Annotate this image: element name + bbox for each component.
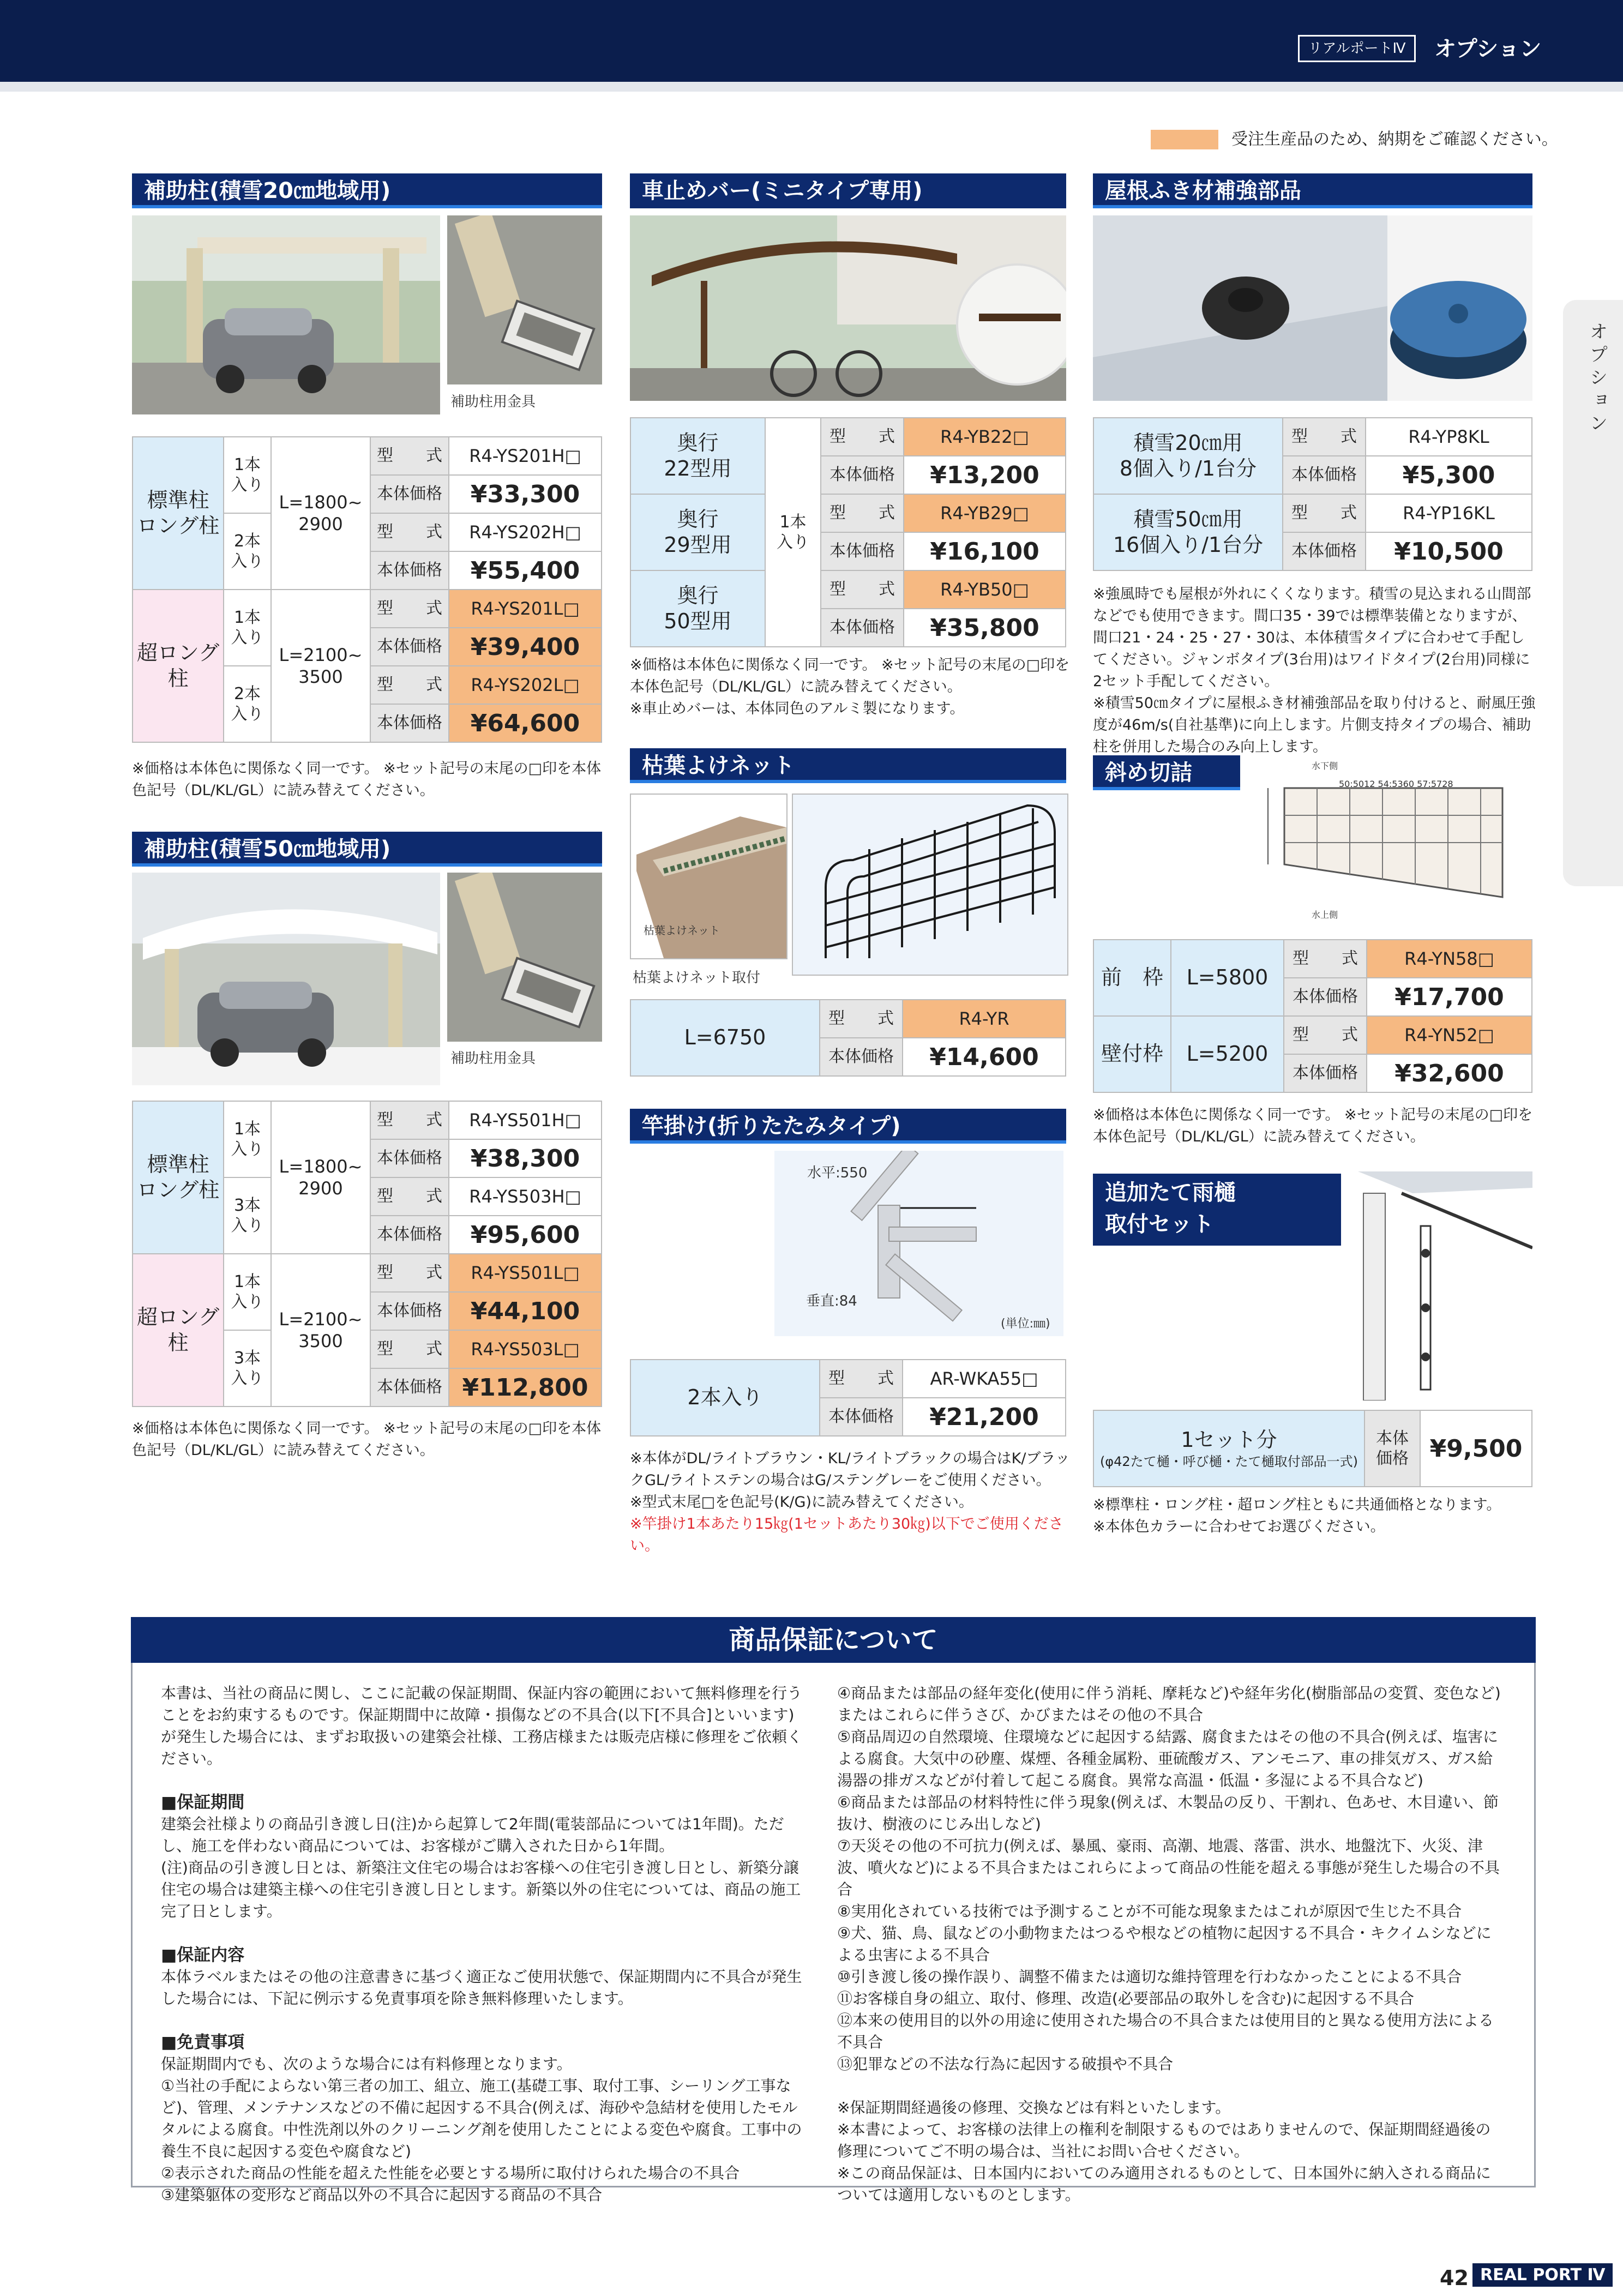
warranty-exempt-heading: ■免責事項	[161, 2033, 245, 2052]
slant-front-length: L=5800	[1171, 940, 1284, 1016]
model-code: R4-YS501H□	[449, 1101, 602, 1139]
slant-wall-length: L=5200	[1171, 1016, 1284, 1092]
leafnet-caption: 枯葉よけネット取付	[633, 970, 761, 986]
price-value: ¥13,200	[904, 456, 1066, 494]
warranty-exempt-item: ⑦天災その他の不可抗力(例えば、暴風、豪雨、高潮、地震、落雷、洪水、地盤沈下、火災、津波、噴火など)による不具合またはこれらによって商品の性能を超える事態が発生した場合の不具合	[837, 1837, 1500, 1898]
post20-qty: 1本 入り	[224, 590, 271, 666]
price-value: ¥64,600	[449, 704, 602, 742]
post50-qty: 3本 入り	[224, 1330, 271, 1407]
carstop-note: ※価格は本体色に関係なく同一です。 ※セット記号の末尾の□印を本体色記号（DL/KL/GL）に読み替えてください。	[630, 657, 1070, 695]
price-value: ¥21,200	[903, 1398, 1066, 1436]
warranty-right-column	[837, 1682, 1502, 2206]
carport-photo-post20	[132, 215, 440, 414]
price-label: 本体価格	[821, 532, 904, 570]
diagram-top-label: 水下側	[1312, 761, 1338, 771]
post20-qty: 2本 入り	[224, 666, 271, 742]
model-label: 型 式	[1283, 418, 1366, 456]
warranty-title: 商品保証について	[131, 1617, 1536, 1663]
price-label: 本体価格	[821, 456, 904, 494]
model-label: 型 式	[370, 590, 449, 628]
model-label: 型 式	[370, 1254, 449, 1292]
warranty-content: 本体ラベルまたはその他の注意書きに基づく適正なご使用状態で、保証期間内に不具合が発生した場合には、下記に例示する免責事項を除き無料修理いたします。	[161, 1968, 802, 2008]
model-label: 型 式	[820, 1000, 903, 1038]
post-fitting-photo-50	[447, 873, 602, 1042]
post-fitting-photo-20	[447, 215, 602, 384]
pole-note: ※型式末尾□を色記号(K/G)に読み替えてください。	[630, 1494, 973, 1511]
post20-long-label: 超ロング 柱	[133, 590, 224, 742]
model-code: R4-YB22□	[904, 418, 1066, 456]
pole-qty: 2本入り	[630, 1360, 820, 1436]
model-label: 型 式	[1284, 1016, 1367, 1054]
carstop-qty: 1本 入り	[765, 418, 821, 647]
post20-note: ※価格は本体色に関係なく同一です。 ※セット記号の末尾の□印を本体色記号（DL/KL/GL）に読み替えてください。	[132, 760, 602, 799]
post50-qty: 1本 入り	[224, 1101, 271, 1177]
warranty-exempt: 保証期間内でも、次のような場合には有料修理となります。	[161, 2055, 572, 2073]
model-label: 型 式	[370, 437, 449, 475]
price-value: ¥55,400	[449, 551, 602, 590]
model-code: R4-YS201H□	[449, 437, 602, 475]
page-title: オプション	[1434, 37, 1542, 62]
model-label: 型 式	[370, 1101, 449, 1139]
pole-load-warning: ※竿掛け1本あたり15㎏(1セットあたり30㎏)以下でご使用ください。	[630, 1516, 1063, 1554]
slant-wall-frame: 壁付枠	[1093, 1016, 1171, 1092]
carstop-notes	[630, 654, 1072, 720]
carport-photo-post50	[132, 873, 440, 1085]
carstop-depth-29: 奥行 29型用	[630, 494, 765, 570]
price-label: 本体価格	[1283, 532, 1366, 570]
warranty-exempt-item: ⑩引き渡し後の操作誤り、調整不備または適切な維持管理を行わなかったことによる不具合	[837, 1968, 1462, 1986]
model-code: R4-YP16KL	[1366, 494, 1532, 532]
price-label: 本体価格	[820, 1038, 903, 1076]
diagram-bottom-label: 水上側	[1312, 910, 1338, 920]
pole-note: ※本体がDL/ライトブラウン・KL/ライトブラックの場合はK/ブラックGL/ライトステンの場合はG/ステングレーをご使用ください。	[630, 1450, 1070, 1489]
post50-long-length: L=2100~ 3500	[271, 1254, 370, 1407]
side-index-label: オプション	[1586, 322, 1608, 436]
gutter-note: ※本体色カラーに合わせてお選びください。	[1093, 1518, 1385, 1535]
warranty-footer-note: ※この商品保証は、日本国内においてのみ適用されるものとして、日本国外に納入される商品については適用しないものとします。	[837, 2164, 1491, 2204]
model-label: 型 式	[821, 570, 904, 609]
roof-note: ※強風時でも屋根が外れにくくなります。積雪の見込まれる山間部などでも使用できます。間口35・39では標準装備となりますが、間口21・24・25・27・30は、本体積雪タイプに合わせて手配してください。ジャンボタイプ(3台用)はワイドタイプ(2台用)同様に2セット手配してください。	[1093, 586, 1531, 690]
gutter-price: ¥9,500	[1420, 1410, 1532, 1487]
pole-price-table	[630, 1359, 1066, 1436]
price-label: 本体価格	[370, 1368, 449, 1407]
warranty-exempt-item: ⑫本来の使用目的以外の用途に使用された場合の不具合または使用目的と異なる使用方法による不具合	[837, 2011, 1494, 2051]
model-code: R4-YB50□	[904, 570, 1066, 609]
section-title-leafnet: 枯葉よけネット	[630, 748, 1066, 783]
post20-price-table	[132, 436, 602, 743]
price-value: ¥14,600	[903, 1038, 1066, 1076]
post50-qty: 3本 入り	[224, 1177, 271, 1254]
made-to-order-swatch	[1151, 130, 1218, 149]
gutter-note: ※標準柱・ロング柱・超ロング柱ともに共通価格となります。	[1093, 1496, 1501, 1513]
model-code: R4-YN58□	[1367, 940, 1532, 978]
carstop-price-table	[630, 417, 1066, 647]
carstop-note: ※車止めバーは、本体同色のアルミ製になります。	[630, 700, 965, 717]
post50-price-table	[132, 1101, 602, 1407]
price-label: 本体価格	[370, 551, 449, 590]
warranty-exempt-item: ①当社の手配によらない第三者の加工、組立、施工(基礎工事、取付工事、シーリング工事など)、管理、メンテナンスなどの不備に起因する不具合(例えば、海砂や急結材を使用したモルタルによる腐食。中性洗剤以外のクリーニング剤を使用したことによる変色や腐食。工事中の養生不良に起因する変色や腐食など)	[161, 2077, 802, 2160]
price-value: ¥38,300	[449, 1139, 602, 1177]
page-number: 42	[1440, 2266, 1469, 2290]
made-to-order-legend: 受注生産品のため、納期をご確認ください。	[1231, 130, 1558, 149]
model-code: R4-YP8KL	[1366, 418, 1532, 456]
price-value: ¥95,600	[449, 1216, 602, 1254]
model-code: R4-YN52□	[1367, 1016, 1532, 1054]
leafnet-length: L=6750	[630, 1000, 820, 1076]
series-name-box: リアルポートⅣ	[1298, 35, 1416, 62]
pole-horizontal-dim: 水平:550	[807, 1165, 868, 1181]
leafnet-price-table	[630, 999, 1066, 1077]
slant-front-frame: 前 枠	[1093, 940, 1171, 1016]
price-value: ¥33,300	[449, 475, 602, 513]
post50-qty: 1本 入り	[224, 1254, 271, 1330]
warranty-exempt-item: ⑤商品周辺の自然環境、住環境などに起因する結露、腐食またはその他の不具合(例えば、塩害による腐食。大気中の砂塵、煤煙、各種金属粉、亜硫酸ガス、アンモニア、車の排気ガス、ガス給湯器の排ガスなどが付着して起こる腐食。異常な高温・低温・多湿による不具合など)	[837, 1728, 1499, 1789]
gutter-set	[1093, 1410, 1364, 1487]
gutter-diagram	[1347, 1171, 1532, 1401]
model-label: 型 式	[1284, 940, 1367, 978]
warranty-exempt-item: ②表示された商品の性能を超えた性能を必要とする場所に取付けられた場合の不具合	[161, 2164, 740, 2182]
warranty-period-note: (注)商品の引き渡し日とは、新築注文住宅の場合はお客様への住宅引き渡し日とし、新築分譲住宅の場合は建築主様への住宅引き渡し日とします。新築以外の住宅については、商品の施工完了日とします。	[161, 1859, 801, 1920]
pole-notes	[630, 1448, 1072, 1557]
warranty-footer-note: ※保証期間経過後の修理、交換などは有料といたします。	[837, 2099, 1231, 2117]
model-code: R4-YR	[903, 1000, 1066, 1038]
warranty-intro: 本書は、当社の商品に関し、ここに記載の保証期間、保証内容の範囲において無料修理を行うことをお約束するものです。保証期間中に故障・損傷などの不具合(以下[不具合]といいます)が発生した場合には、まずお取扱いの建築会社様、工務店様または販売店様に修理をご依頼ください。	[161, 1684, 803, 1768]
post20-qty: 1本 入り	[224, 437, 271, 513]
warranty-period-heading: ■保証期間	[161, 1793, 245, 1812]
gutter-price-label: 本体 価格	[1364, 1410, 1420, 1487]
price-label: 本体価格	[370, 1292, 449, 1330]
model-label: 型 式	[821, 418, 904, 456]
slant-note: ※価格は本体色に関係なく同一です。 ※セット記号の末尾の□印を本体色記号（DL/KL/GL）に読み替えてください。	[1093, 1107, 1533, 1145]
leafnet-product-figure	[792, 794, 1068, 976]
price-label: 本体価格	[1284, 978, 1367, 1016]
warranty-exempt-item: ⑨犬、猫、鳥、鼠などの小動物またはつるや根などの植物に起因する不具合・キクイムシなどによる虫害による不具合	[837, 1924, 1492, 1964]
diagram-dimensions: 50:5012 54:5360 57:5728	[1339, 779, 1453, 789]
post50-note: ※価格は本体色に関係なく同一です。 ※セット記号の末尾の□印を本体色記号（DL/KL/GL）に読み替えてください。	[132, 1420, 602, 1459]
carstop-depth-50: 奥行 50型用	[630, 570, 765, 647]
warranty-period: 建築会社様よりの商品引き渡し日(注)から起算して2年間(電装部品については1年間)。ただし、施工を伴わない商品については、お客様がご購入された日から1年間。	[161, 1815, 784, 1855]
model-code: R4-YS503H□	[449, 1177, 602, 1216]
price-value: ¥16,100	[904, 532, 1066, 570]
warranty-exempt-item: ⑪お客様自身の組立、取付、修理、改造(必要部品の取外しを含む)に起因する不具合	[837, 1990, 1414, 2008]
price-label: 本体価格	[370, 1139, 449, 1177]
roof-type-50: 積雪50㎝用 16個入り/1台分	[1093, 494, 1283, 570]
section-title-post20: 補助柱(積雪20㎝地域用)	[132, 173, 602, 208]
post50-std-length: L=1800~ 2900	[271, 1101, 370, 1254]
price-value: ¥5,300	[1366, 456, 1532, 494]
fitting-caption-20: 補助柱用金具	[450, 394, 536, 410]
roof-type-20: 積雪20㎝用 8個入り/1台分	[1093, 418, 1283, 494]
model-code: R4-YS202H□	[449, 513, 602, 551]
post20-qty: 2本 入り	[224, 513, 271, 590]
price-value: ¥35,800	[904, 609, 1066, 647]
roof-part-photo	[1093, 215, 1532, 401]
warranty-exempt-item: ④商品または部品の経年変化(使用に伴う消耗、摩耗など)や経年劣化(樹脂部品の変質、変色など)またはこれらに伴うさび、かびまたはその他の不具合	[837, 1684, 1501, 1724]
model-code: R4-YS201L□	[449, 590, 602, 628]
warranty-exempt-item: ⑧実用化されている技術では予測することが不可能な現象またはこれが原因で生じた不具合	[837, 1902, 1462, 1920]
footer-brand: REAL PORT Ⅳ	[1472, 2263, 1613, 2287]
roof-notes	[1093, 584, 1536, 758]
warranty-footer-note: ※本書によって、お客様の法律上の権利を制限するものではありませんので、保証期間経過後の修理についてご不明の場合は、当社にお問い合せください。	[837, 2120, 1491, 2160]
price-label: 本体価格	[1283, 456, 1366, 494]
model-label: 型 式	[370, 666, 449, 704]
roof-price-table	[1093, 417, 1532, 571]
roof-note: ※積雪50㎝タイプに屋根ふき材補強部品を取り付けると、耐風圧強度が46m/s(自社基準)に向上します。片側支持タイプの場合、補助柱を併用した場合のみ向上します。	[1093, 695, 1536, 755]
model-code: R4-YB29□	[904, 494, 1066, 532]
carstop-depth-22: 奥行 22型用	[630, 418, 765, 494]
section-title-pole: 竿掛け(折りたたみタイプ)	[630, 1109, 1066, 1144]
post20-std-length: L=1800~ 2900	[271, 437, 370, 590]
warranty-exempt-item: ⑥商品または部品の材料特性に伴う現象(例えば、木製品の反り、干割れ、色あせ、木目違い、節抜け、樹液のにじみ出しなど)	[837, 1793, 1499, 1833]
warranty-left-column	[161, 1682, 804, 2206]
section-title-slant: 斜め切詰	[1093, 755, 1240, 790]
price-value: ¥32,600	[1367, 1054, 1532, 1092]
section-title-gutter: 追加たて雨樋 取付セット	[1093, 1174, 1341, 1246]
price-label: 本体価格	[370, 1216, 449, 1254]
section-title-post50: 補助柱(積雪50㎝地域用)	[132, 832, 602, 867]
warranty-content-heading: ■保証内容	[161, 1945, 245, 1965]
slant-price-table	[1093, 939, 1532, 1093]
model-label: 型 式	[370, 1177, 449, 1216]
model-label: 型 式	[821, 494, 904, 532]
model-code: R4-YS202L□	[449, 666, 602, 704]
price-label: 本体価格	[1284, 1054, 1367, 1092]
header-divider	[0, 82, 1623, 92]
price-value: ¥39,400	[449, 628, 602, 666]
post20-long-length: L=2100~ 3500	[271, 590, 370, 742]
pole-vertical-dim: 垂直:84	[806, 1293, 857, 1309]
fitting-caption-50: 補助柱用金具	[450, 1050, 536, 1067]
section-title-carstop: 車止めバー(ミニタイプ専用)	[630, 173, 1066, 208]
model-code: R4-YS503L□	[449, 1330, 602, 1368]
gutter-price-table	[1093, 1410, 1532, 1487]
post50-std-label: 標準柱 ロング柱	[133, 1101, 224, 1254]
warranty-exempt-item: ⑬犯罪などの不法な行為に起因する破損や不具合	[837, 2055, 1174, 2073]
price-label: 本体価格	[370, 628, 449, 666]
price-value: ¥112,800	[449, 1368, 602, 1407]
price-value: ¥17,700	[1367, 978, 1532, 1016]
carstop-photo	[630, 215, 1066, 401]
price-value: ¥10,500	[1366, 532, 1532, 570]
model-label: 型 式	[1283, 494, 1366, 532]
gutter-set-label: 1セット分	[1181, 1428, 1277, 1452]
warranty-exempt-item: ③建築躯体の変形など商品以外の不具合に起因する商品の不具合	[161, 2186, 603, 2204]
section-title-roof: 屋根ふき材補強部品	[1093, 173, 1532, 208]
price-label: 本体価格	[370, 475, 449, 513]
model-label: 型 式	[370, 513, 449, 551]
post50-long-label: 超ロング 柱	[133, 1254, 224, 1407]
model-code: AR-WKA55□	[903, 1360, 1066, 1398]
price-label: 本体価格	[820, 1398, 903, 1436]
gutter-notes	[1093, 1494, 1536, 1538]
model-code: R4-YS501L□	[449, 1254, 602, 1292]
model-label: 型 式	[820, 1360, 903, 1398]
model-label: 型 式	[370, 1330, 449, 1368]
price-label: 本体価格	[821, 609, 904, 647]
price-value: ¥44,100	[449, 1292, 602, 1330]
leafnet-image-label: 枯葉よけネット	[644, 924, 720, 937]
price-label: 本体価格	[370, 704, 449, 742]
gutter-set-detail: (φ42たて樋・呼び樋・たて樋取付部品一式)	[1099, 1453, 1358, 1469]
post20-std-label: 標準柱 ロング柱	[133, 437, 224, 590]
pole-unit: (単位:㎜)	[1001, 1317, 1050, 1331]
